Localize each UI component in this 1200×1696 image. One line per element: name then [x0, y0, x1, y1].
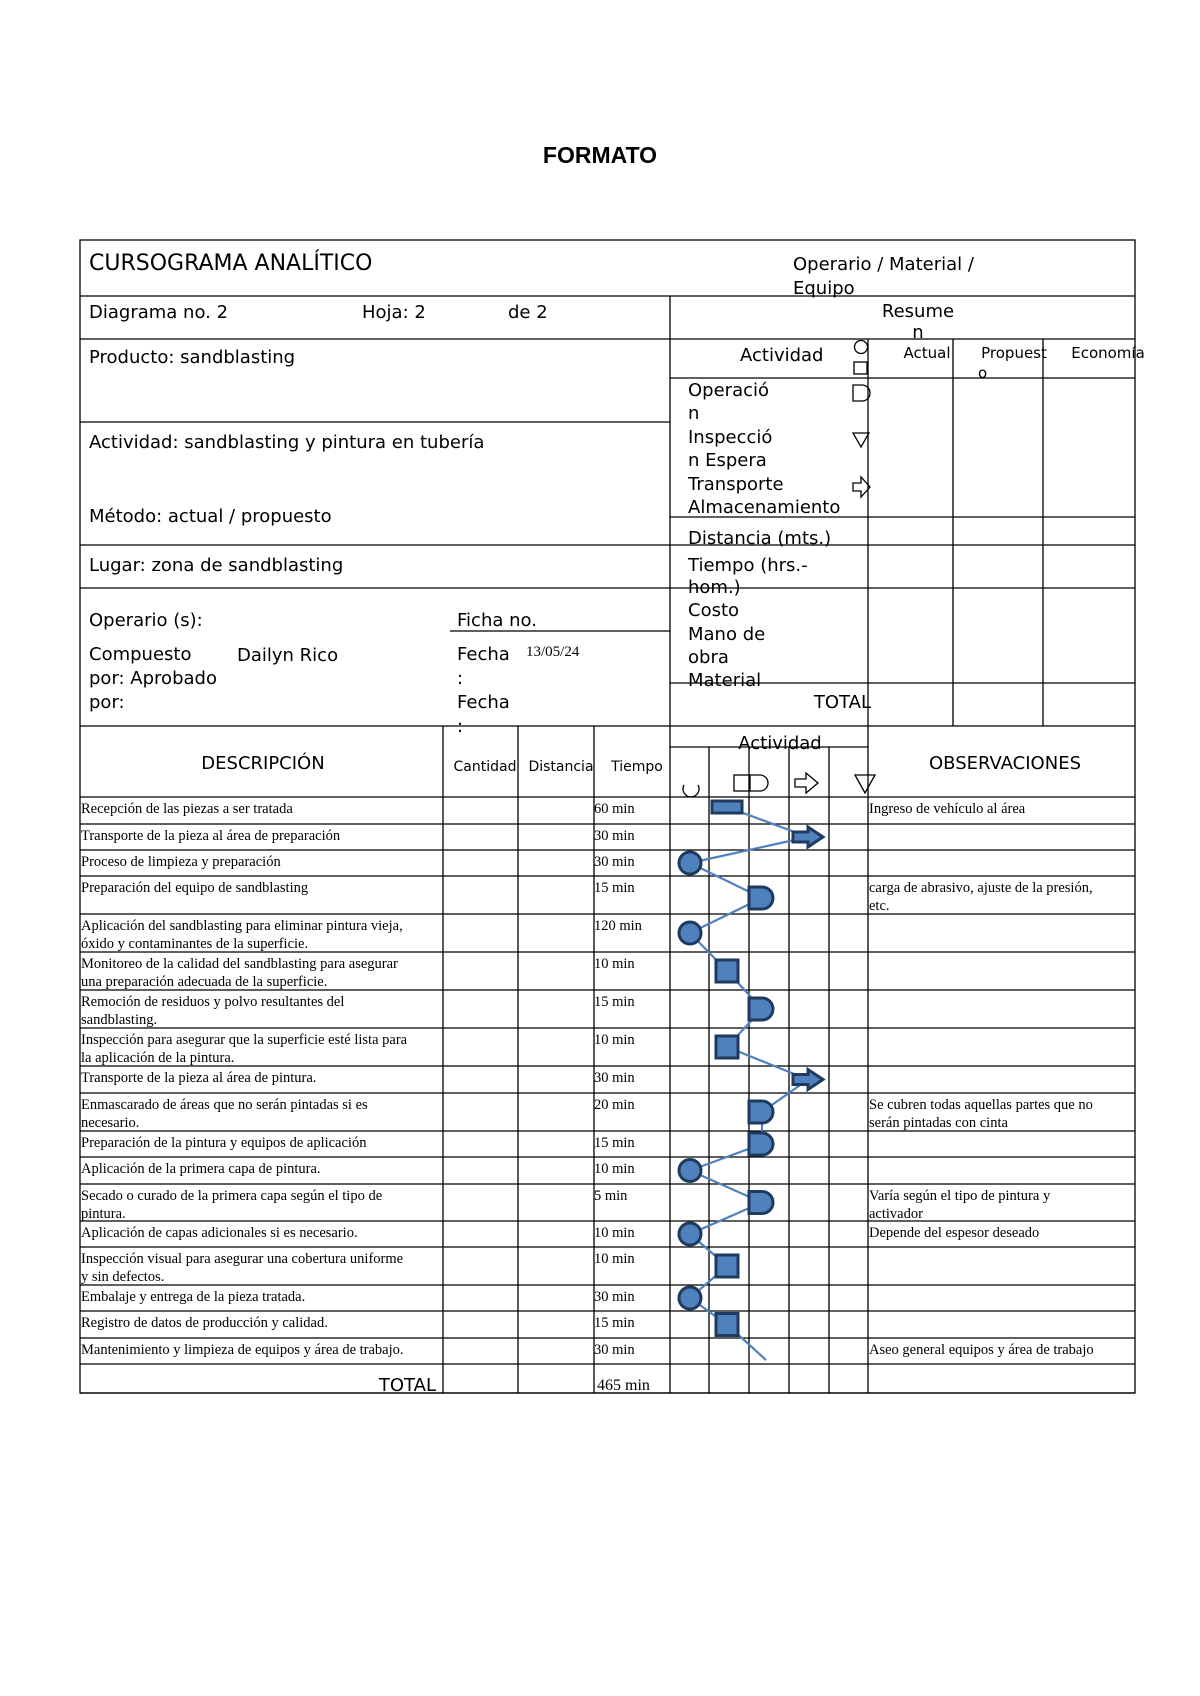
row-description: Transporte de la pieza al área de pintura. — [81, 1070, 317, 1086]
delay-icon — [749, 1133, 773, 1155]
inspection-icon — [716, 1314, 738, 1336]
delay-icon — [749, 998, 773, 1020]
composer-name: Dailyn Rico — [237, 645, 339, 666]
summary-labor-wrap: obra — [688, 647, 729, 668]
row-description-wrap: óxido y contaminantes de la superficie. — [81, 936, 309, 952]
row-description: Aplicación de capas adicionales si es necesario. — [81, 1225, 358, 1241]
inspection-icon — [716, 1255, 738, 1277]
chart-type-line1: Operario / Material / — [793, 254, 974, 275]
storage-icon — [855, 775, 875, 793]
summary-activity-row: Inspecció — [688, 427, 773, 448]
row-description-wrap: la aplicación de la pintura. — [81, 1050, 235, 1066]
column-header-description: DESCRIPCIÓN — [201, 753, 325, 774]
column-header-activity: Actividad — [738, 733, 822, 754]
row-description: Registro de datos de producción y calidad. — [81, 1315, 328, 1331]
row-description-wrap: una preparación adecuada de la superficie. — [81, 974, 328, 990]
row-description: Preparación de la pintura y equipos de aplicación — [81, 1135, 367, 1151]
summary-col-economy: Economía — [1071, 344, 1145, 362]
row-observation: Varía según el tipo de pintura y — [869, 1188, 1051, 1204]
row-time: 10 min — [594, 1032, 635, 1048]
summary-material: Material — [688, 670, 762, 691]
row-time: 60 min — [594, 801, 635, 817]
summary-activity-row: Transporte — [688, 474, 784, 495]
summary-col-proposed: Propuest — [981, 344, 1047, 362]
row-time: 10 min — [594, 1251, 635, 1267]
summary-cost: Costo — [688, 600, 740, 621]
row-description-wrap: sandblasting. — [81, 1012, 158, 1028]
table-row — [81, 1342, 1094, 1358]
table-row — [81, 880, 1093, 914]
summary-distance: Distancia (mts.) — [688, 528, 832, 549]
table-row — [81, 1289, 635, 1305]
table-row — [81, 1188, 1051, 1222]
row-time: 30 min — [594, 1289, 635, 1305]
row-description: Preparación del equipo de sandblasting — [81, 880, 309, 896]
inspection-icon — [716, 1036, 738, 1058]
table-row — [81, 1225, 1039, 1241]
table-row — [81, 994, 635, 1028]
row-time: 5 min — [594, 1188, 628, 1204]
form-title: CURSOGRAMA ANALÍTICO — [89, 251, 373, 276]
summary-activity-label: Actividad — [740, 345, 824, 366]
place-field: Lugar: zona de sandblasting — [89, 555, 344, 576]
row-description: Embalaje y entrega de la pieza tratada. — [81, 1289, 306, 1305]
delay-icon — [750, 775, 768, 791]
operation-icon — [679, 922, 701, 944]
activity-rows — [81, 801, 1094, 1358]
table-row — [81, 1161, 635, 1177]
operation-icon — [679, 1287, 701, 1309]
row-description-wrap: necesario. — [81, 1115, 140, 1131]
row-time: 20 min — [594, 1097, 635, 1113]
diagram-number: Diagrama no. 2 — [89, 302, 229, 323]
delay-icon — [749, 887, 773, 909]
activity-field: Actividad: sandblasting y pintura en tubería — [89, 432, 485, 453]
date-label-1: Fecha — [457, 644, 510, 665]
table-row — [81, 801, 1026, 817]
table-row — [81, 854, 635, 870]
transport-icon — [793, 827, 823, 847]
row-time: 30 min — [594, 854, 635, 870]
operators-field: Operario (s): — [89, 610, 203, 631]
summary-activity-row: n Espera — [688, 450, 767, 471]
row-time: 120 min — [594, 918, 642, 934]
row-description: Inspección visual para asegurar una cobertura uniforme — [81, 1251, 404, 1267]
row-time: 30 min — [594, 1070, 635, 1086]
row-time: 15 min — [594, 1315, 635, 1331]
operation-icon — [683, 785, 699, 797]
page-title: FORMATO — [542, 142, 658, 168]
summary-time-wrap: hom.) — [688, 577, 741, 598]
approved-by-label: por: Aprobado — [89, 668, 217, 689]
row-description-wrap: y sin defectos. — [81, 1269, 165, 1285]
column-header-quantity: Cantidad — [453, 759, 517, 775]
sheet-number: Hoja: 2 — [362, 302, 426, 323]
row-time: 10 min — [594, 956, 635, 972]
row-description-wrap: pintura. — [81, 1206, 126, 1222]
inspection-icon — [712, 801, 742, 813]
row-observation: Se cubren todas aquellas partes que no — [869, 1097, 1093, 1113]
transport-icon — [795, 773, 818, 793]
flow-symbols — [679, 801, 823, 1336]
delay-icon — [749, 1101, 773, 1123]
activity-column-icons — [683, 773, 875, 797]
summary-time: Tiempo (hrs.- — [688, 555, 808, 576]
row-observation: Ingreso de vehículo al área — [869, 801, 1026, 817]
row-observation-wrap: etc. — [869, 898, 890, 914]
summary-total: TOTAL — [813, 692, 871, 713]
row-description: Proceso de limpieza y preparación — [81, 854, 281, 870]
row-description: Monitoreo de la calidad del sandblasting para asegurar — [81, 956, 398, 972]
row-description: Inspección para asegurar que la superficie esté lista para — [81, 1032, 408, 1048]
delay-icon — [749, 1192, 773, 1214]
sheet-total: de 2 — [508, 302, 548, 323]
summary-activity-row: Operació — [688, 380, 770, 401]
row-description: Remoción de residuos y polvo resultantes del — [81, 994, 345, 1010]
composed-by-label: Compuesto — [89, 644, 192, 665]
chart-type-line2: Equipo — [793, 278, 855, 299]
summary-title-wrap: n — [912, 322, 924, 343]
summary-col-proposed-wrap: o — [978, 364, 988, 382]
inspection-icon — [734, 775, 750, 791]
row-time: 15 min — [594, 994, 635, 1010]
row-observation-wrap: activador — [869, 1206, 923, 1222]
operation-icon — [855, 341, 868, 354]
product-field: Producto: sandblasting — [89, 347, 296, 368]
summary-activity-row: n — [688, 403, 700, 424]
summary-col-actual: Actual — [903, 344, 951, 362]
table-row — [81, 956, 635, 990]
table-row — [81, 1032, 635, 1066]
row-description: Aplicación del sandblasting para eliminar pintura vieja, — [81, 918, 403, 934]
date-label-2: Fecha — [457, 692, 510, 713]
approved-by-suffix: por: — [89, 692, 125, 713]
total-label: TOTAL — [378, 1375, 436, 1396]
summary-activity-list — [687, 380, 840, 518]
row-description: Enmascarado de áreas que no serán pintadas si es — [81, 1097, 368, 1113]
row-time: 15 min — [594, 1135, 635, 1151]
table-row — [81, 1070, 635, 1086]
row-description: Mantenimiento y limpieza de equipos y área de trabajo. — [81, 1342, 404, 1358]
date-value-1: 13/05/24 — [526, 644, 580, 660]
total-time: 465 min — [597, 1377, 650, 1394]
row-time: 10 min — [594, 1225, 635, 1241]
date-colon-1: : — [457, 668, 464, 689]
row-observation: Aseo general equipos y área de trabajo — [869, 1342, 1094, 1358]
row-time: 15 min — [594, 880, 635, 896]
table-row — [81, 918, 643, 952]
storage-icon — [853, 433, 869, 447]
row-description: Secado o curado de la primera capa según el tipo de — [81, 1188, 383, 1204]
row-description: Recepción de las piezas a ser tratada — [81, 801, 293, 817]
summary-title: Resume — [881, 301, 955, 322]
column-header-observations: OBSERVACIONES — [929, 753, 1081, 774]
row-time: 30 min — [594, 828, 635, 844]
table-row — [81, 1315, 635, 1331]
row-observation: carga de abrasivo, ajuste de la presión, — [869, 880, 1093, 896]
summary-labor: Mano de — [688, 624, 766, 645]
column-header-time: Tiempo — [611, 759, 663, 775]
operation-icon — [679, 1160, 701, 1182]
operation-icon — [679, 1223, 701, 1245]
table-row — [81, 828, 635, 844]
table-row — [81, 1251, 635, 1285]
summary-activity-row: Almacenamiento — [688, 497, 841, 518]
date-colon-2: : — [457, 716, 464, 737]
row-observation: Depende del espesor deseado — [869, 1225, 1040, 1241]
method-field: Método: actual / propuesto — [89, 506, 332, 527]
inspection-icon — [716, 960, 738, 982]
operation-icon — [679, 852, 701, 874]
inspection-icon — [854, 362, 867, 374]
row-description: Aplicación de la primera capa de pintura. — [81, 1161, 321, 1177]
row-observation-wrap: serán pintadas con cinta — [869, 1115, 1008, 1131]
row-description: Transporte de la pieza al área de preparación — [81, 828, 341, 844]
column-header-distance: Distancia — [528, 759, 594, 775]
row-time: 10 min — [594, 1161, 635, 1177]
file-number-field: Ficha no. — [457, 610, 537, 631]
table-row — [81, 1135, 635, 1151]
table-row — [81, 1097, 1093, 1131]
row-time: 30 min — [594, 1342, 635, 1358]
